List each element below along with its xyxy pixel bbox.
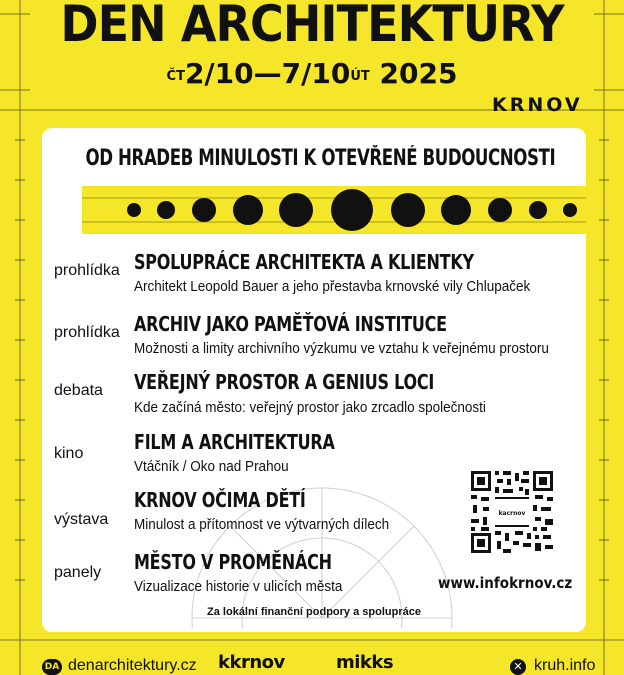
dot-10 [529, 201, 547, 219]
date-dash: — [253, 57, 282, 90]
mikks-logo: mikks [336, 652, 394, 673]
dot-8 [441, 195, 471, 225]
city-name: KRNOV [492, 94, 583, 116]
poster-title: DEN ARCHITEKTURY [60, 0, 564, 53]
kkrnov-logo: kkrnov [218, 652, 285, 673]
dot-2 [157, 201, 175, 219]
event-category: prohlídka [54, 324, 120, 341]
event-description: Architekt Leopold Bauer a jeho přestavba krnovské vily Chlupaček [134, 278, 531, 295]
dot-1 [127, 203, 141, 217]
support-line: Za lokální finanční podpory a spolupráce [207, 606, 421, 618]
event-category: debata [54, 382, 103, 399]
dot-5 [279, 193, 313, 227]
qr-code[interactable] [469, 469, 555, 555]
event-title: SPOLUPRÁCE ARCHITEKTA A KLIENTKY [134, 250, 474, 274]
dots-graphic [82, 186, 586, 234]
dot-9 [488, 198, 512, 222]
end-day: ÚT [350, 69, 370, 84]
event-category: výstava [54, 511, 109, 528]
x-icon: ✕ [510, 659, 526, 675]
end-date: 7/10 [281, 57, 351, 90]
dot-3 [192, 198, 216, 222]
event-year: 2025 [379, 57, 458, 90]
info-link[interactable]: www.infokrnov.cz [438, 574, 573, 592]
qr-label: kacrnov [498, 510, 526, 517]
event-description: Vtáčník / Oko nad Prahou [134, 458, 289, 475]
dot-11 [563, 203, 577, 217]
event-category: panely [54, 564, 102, 581]
program-subtitle: OD HRADEB MINULOSTI K OTEVŘENÉ BUDOUCNOSTI [85, 146, 556, 171]
event-description: Kde začíná město: veřejný prostor jako zrcadlo společnosti [134, 399, 486, 416]
start-date: 2/10 [184, 57, 254, 90]
event-description: Vizualizace historie v ulicích města [134, 578, 343, 595]
da-logo-icon: DA [42, 659, 62, 675]
event-category: prohlídka [54, 262, 120, 279]
start-day: ČT [166, 69, 185, 84]
footer-site-link[interactable]: denarchitektury.cz [68, 657, 197, 674]
event-title: MĚSTO V PROMĚNÁCH [134, 550, 332, 574]
event-title: VEŘEJNÝ PROSTOR A GENIUS LOCI [134, 370, 435, 394]
event-description: Možnosti a limity archivního výzkumu ve vztahu k veřejnému prostoru [134, 340, 549, 357]
dots-band [82, 186, 586, 234]
footer-kruh-link[interactable]: kruh.info [534, 657, 596, 674]
event-description: Minulost a přítomnost ve výtvarných dílech [134, 516, 390, 533]
dot-6 [331, 189, 373, 231]
event-category: kino [54, 445, 84, 462]
program-card [42, 128, 586, 632]
event-title: FILM A ARCHITEKTURA [134, 430, 335, 454]
dot-7 [391, 193, 425, 227]
footer [0, 647, 624, 675]
event-title: ARCHIV JAKO PAMĚŤOVÁ INSTITUCE [134, 312, 447, 336]
dot-4 [233, 195, 263, 225]
event-title: KRNOV OČIMA DĚTÍ [134, 488, 306, 512]
event-dates [0, 58, 624, 90]
